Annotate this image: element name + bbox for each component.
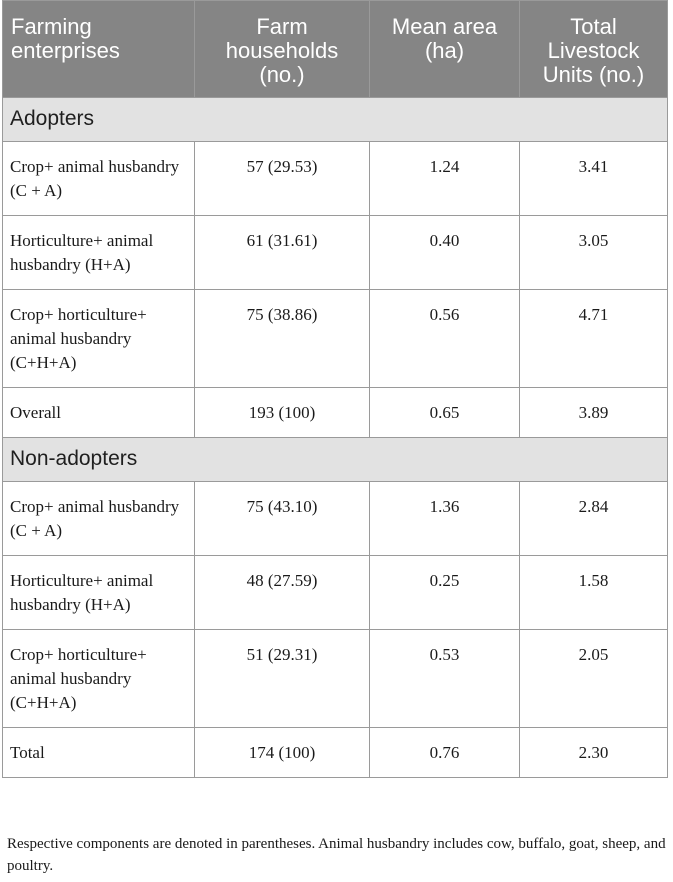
area-cell: 0.40 — [370, 216, 520, 290]
area-cell: 0.53 — [370, 630, 520, 728]
households-cell: 75 (43.10) — [195, 482, 370, 556]
area-cell: 1.24 — [370, 142, 520, 216]
table-row — [3, 290, 668, 388]
row-label: Crop+ horticulture+ animal husbandry (C+H+A) — [3, 290, 195, 388]
households-cell: 61 (31.61) — [195, 216, 370, 290]
tlu-cell: 3.41 — [520, 142, 668, 216]
tlu-cell: 2.30 — [520, 728, 668, 778]
header-farming-enterprises: Farming enterprises — [3, 1, 195, 98]
households-cell: 75 (38.86) — [195, 290, 370, 388]
tlu-cell: 2.05 — [520, 630, 668, 728]
group-row-non-adopters — [3, 438, 668, 482]
table-row — [3, 142, 668, 216]
row-label: Horticulture+ animal husbandry (H+A) — [3, 556, 195, 630]
row-label: Horticulture+ animal husbandry (H+A) — [3, 216, 195, 290]
tlu-cell: 4.71 — [520, 290, 668, 388]
households-cell: 48 (27.59) — [195, 556, 370, 630]
table-row — [3, 216, 668, 290]
header-farm-households: Farm households (no.) — [195, 1, 370, 98]
header-total-livestock-units: Total Livestock Units (no.) — [520, 1, 668, 98]
households-cell: 174 (100) — [195, 728, 370, 778]
area-cell: 0.76 — [370, 728, 520, 778]
table-row — [3, 630, 668, 728]
header-mean-area: Mean area (ha) — [370, 1, 520, 98]
tlu-cell: 3.89 — [520, 388, 668, 438]
group-label: Adopters — [3, 98, 668, 142]
households-cell: 57 (29.53) — [195, 142, 370, 216]
area-cell: 0.25 — [370, 556, 520, 630]
farm-enterprise-table — [2, 0, 668, 778]
table-row — [3, 556, 668, 630]
row-label: Crop+ animal husbandry (C + A) — [3, 482, 195, 556]
row-label: Crop+ horticulture+ animal husbandry (C+H+A) — [3, 630, 195, 728]
table-footnote: Respective components are denoted in parentheses. Animal husbandry includes cow, buffalo, goat, sheep, and poultry. — [7, 836, 666, 874]
group-row-adopters — [3, 98, 668, 142]
row-label: Total — [3, 728, 195, 778]
group-label: Non-adopters — [3, 438, 668, 482]
area-cell: 1.36 — [370, 482, 520, 556]
row-label: Overall — [3, 388, 195, 438]
row-label: Crop+ animal husbandry (C + A) — [3, 142, 195, 216]
households-cell: 51 (29.31) — [195, 630, 370, 728]
tlu-cell: 2.84 — [520, 482, 668, 556]
tlu-cell: 1.58 — [520, 556, 668, 630]
area-cell: 0.65 — [370, 388, 520, 438]
header-row — [3, 1, 668, 98]
households-cell: 193 (100) — [195, 388, 370, 438]
tlu-cell: 3.05 — [520, 216, 668, 290]
table-row — [3, 728, 668, 778]
table-row — [3, 388, 668, 438]
table-row — [3, 482, 668, 556]
area-cell: 0.56 — [370, 290, 520, 388]
